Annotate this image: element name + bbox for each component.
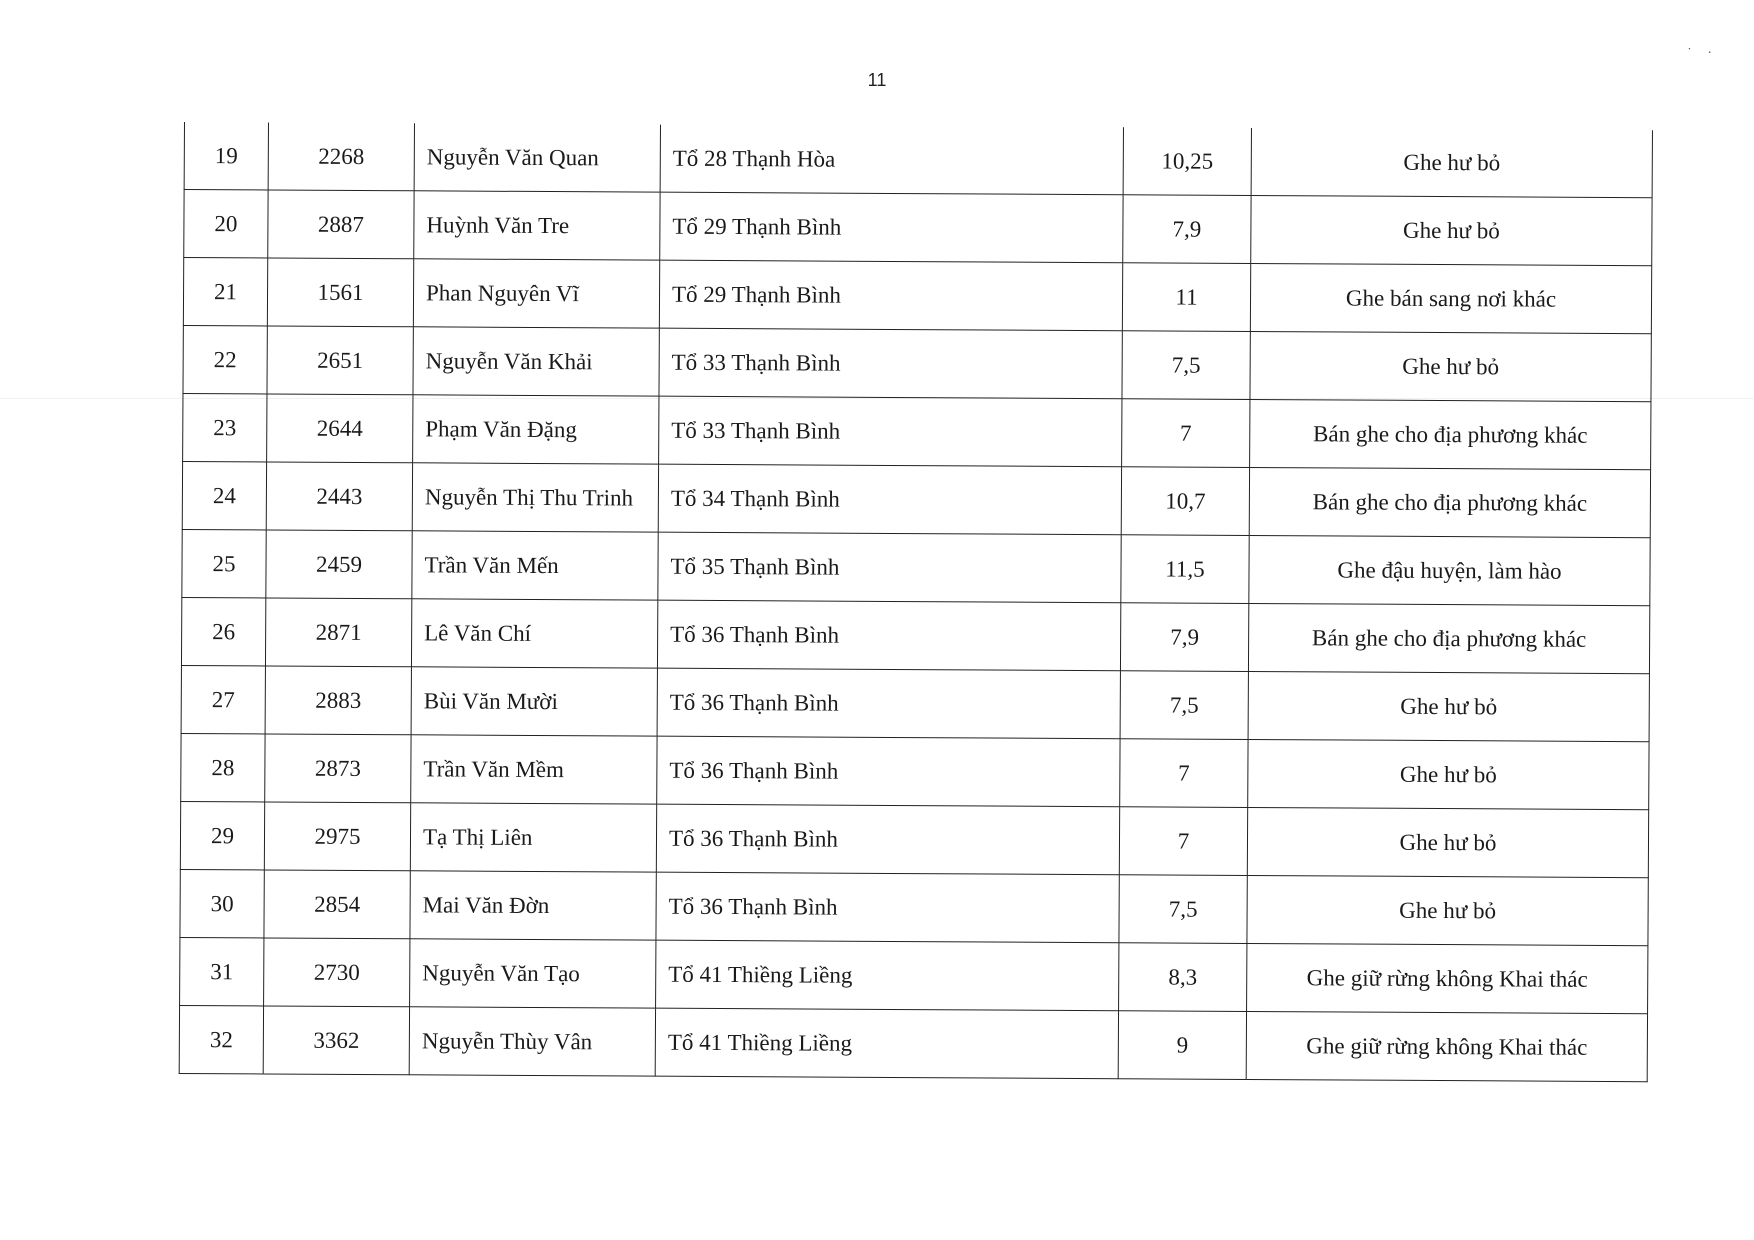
row-index: 21 (183, 258, 267, 326)
scan-artifact: ˙ · (1687, 46, 1718, 61)
boat-size: 7,5 (1119, 875, 1247, 944)
owner-name: Huỳnh Văn Tre (414, 191, 660, 260)
table-row (181, 665, 1649, 741)
boat-size: 7 (1122, 399, 1250, 468)
owner-address: Tổ 34 Thạnh Bình (658, 464, 1121, 535)
owner-name: Nguyễn Thị Thu Trinh (412, 463, 658, 532)
registration-code: 3362 (263, 1006, 409, 1075)
table-row (183, 393, 1651, 469)
registration-code: 2854 (264, 870, 410, 939)
table-row (183, 258, 1651, 334)
owner-address: Tổ 35 Thạnh Bình (658, 532, 1121, 603)
owner-address: Tổ 41 Thiềng Liềng (656, 940, 1119, 1011)
row-index: 23 (183, 393, 267, 461)
registration-code: 2730 (264, 938, 410, 1007)
table-row (182, 529, 1650, 605)
status-note: Ghe hư bỏ (1251, 195, 1652, 265)
registration-code: 1561 (267, 258, 413, 327)
table-row (183, 325, 1651, 401)
records-table-body (179, 122, 1652, 1082)
row-index: 20 (184, 190, 268, 258)
table-row (184, 122, 1652, 198)
status-note: Bán ghe cho địa phương khác (1249, 467, 1650, 537)
owner-address: Tổ 33 Thạnh Bình (659, 396, 1122, 467)
status-note: Ghe giữ rừng không Khai thác (1247, 943, 1648, 1013)
registration-code: 2975 (264, 802, 410, 871)
boat-size: 7,5 (1120, 671, 1248, 740)
owner-name: Bùi Văn Mười (411, 667, 657, 736)
table-row (184, 190, 1652, 266)
registration-code: 2883 (265, 666, 411, 735)
registration-code: 2887 (268, 190, 414, 259)
table-row (181, 597, 1649, 673)
boat-size: 8,3 (1119, 943, 1247, 1012)
owner-address: Tổ 29 Thạnh Bình (660, 192, 1123, 263)
owner-name: Phan Nguyên Vĩ (413, 259, 659, 328)
status-note: Ghe hư bỏ (1248, 739, 1649, 809)
owner-address: Tổ 36 Thạnh Bình (657, 736, 1120, 807)
boat-size: 7,5 (1122, 331, 1250, 400)
owner-address: Tổ 36 Thạnh Bình (657, 668, 1120, 739)
owner-name: Nguyễn Văn Quan (414, 123, 660, 192)
owner-address: Tổ 36 Thạnh Bình (657, 600, 1120, 671)
row-index: 30 (180, 869, 264, 937)
registration-code: 2651 (267, 326, 413, 395)
table-row (180, 869, 1648, 945)
owner-address: Tổ 28 Thạnh Hòa (660, 125, 1123, 195)
owner-name: Nguyễn Văn Tạo (410, 939, 656, 1008)
owner-name: Nguyễn Văn Khải (413, 327, 659, 396)
row-index: 32 (179, 1005, 263, 1073)
row-index: 28 (181, 733, 265, 801)
status-note: Bán ghe cho địa phương khác (1248, 603, 1649, 673)
boat-size: 10,25 (1123, 127, 1251, 195)
records-table-container (179, 122, 1653, 1082)
row-index: 27 (181, 665, 265, 733)
row-index: 29 (180, 801, 264, 869)
boat-size: 7,9 (1123, 195, 1251, 264)
status-note: Bán ghe cho địa phương khác (1250, 399, 1651, 469)
owner-address: Tổ 36 Thạnh Bình (656, 872, 1119, 943)
table-row (180, 937, 1648, 1013)
owner-address: Tổ 29 Thạnh Bình (659, 260, 1122, 331)
owner-address: Tổ 41 Thiềng Liềng (655, 1008, 1118, 1079)
boat-size: 7 (1119, 807, 1247, 876)
row-index: 31 (180, 937, 264, 1005)
table-row (182, 461, 1650, 537)
boat-size: 11 (1122, 263, 1250, 332)
owner-name: Phạm Văn Đặng (413, 395, 659, 464)
registration-code: 2873 (265, 734, 411, 803)
boat-size: 9 (1118, 1011, 1246, 1080)
status-note: Ghe hư bỏ (1247, 807, 1648, 877)
owner-name: Trần Văn Mến (412, 531, 658, 600)
row-index: 22 (183, 325, 267, 393)
registration-code: 2459 (266, 530, 412, 599)
status-note: Ghe bán sang nơi khác (1250, 263, 1651, 333)
registration-code: 2871 (265, 598, 411, 667)
registration-code: 2268 (268, 122, 414, 190)
owner-address: Tổ 36 Thạnh Bình (656, 804, 1119, 875)
row-index: 25 (182, 529, 266, 597)
row-index: 26 (181, 597, 265, 665)
owner-name: Tạ Thị Liên (410, 803, 656, 872)
status-note: Ghe hư bỏ (1247, 875, 1648, 945)
status-note: Ghe hư bỏ (1250, 331, 1651, 401)
status-note: Ghe đậu huyện, làm hào (1249, 535, 1650, 605)
table-row (179, 1005, 1647, 1081)
row-index: 24 (182, 461, 266, 529)
records-table (179, 122, 1653, 1082)
status-note: Ghe hư bỏ (1248, 671, 1649, 741)
status-note: Ghe hư bỏ (1251, 128, 1652, 198)
owner-name: Trần Văn Mềm (411, 735, 657, 804)
boat-size: 7 (1120, 739, 1248, 808)
boat-size: 10,7 (1121, 467, 1249, 536)
boat-size: 11,5 (1121, 535, 1249, 604)
registration-code: 2443 (266, 462, 412, 531)
owner-name: Mai Văn Đờn (410, 871, 656, 940)
row-index: 19 (184, 122, 268, 190)
owner-name: Lê Văn Chí (411, 599, 657, 668)
owner-name: Nguyễn Thùy Vân (409, 1007, 655, 1076)
status-note: Ghe giữ rừng không Khai thác (1246, 1011, 1647, 1081)
table-row (181, 733, 1649, 809)
table-row (180, 801, 1648, 877)
registration-code: 2644 (267, 394, 413, 463)
page-number: 11 (867, 70, 887, 90)
boat-size: 7,9 (1120, 603, 1248, 672)
owner-address: Tổ 33 Thạnh Bình (659, 328, 1122, 399)
